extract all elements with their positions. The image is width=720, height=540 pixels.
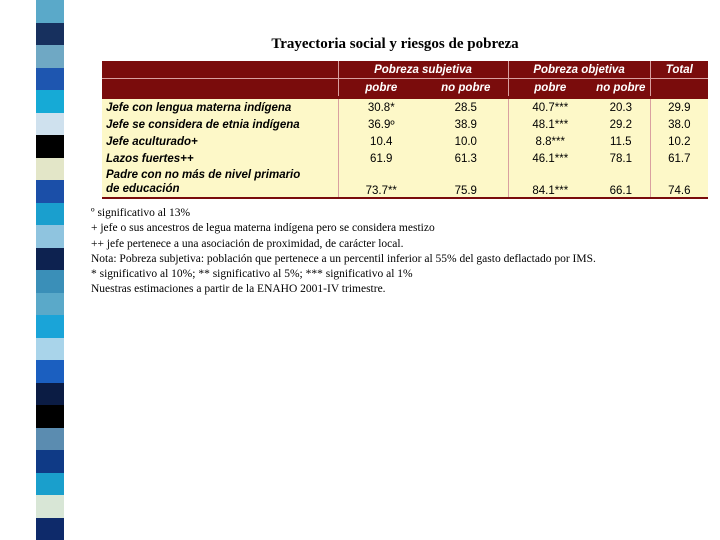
decorative-stripe: [36, 0, 64, 540]
cell-subjective-not-poor: 75.9: [424, 167, 508, 198]
table-row: [102, 98, 708, 117]
cell-objective-poor: 8.8***: [508, 133, 592, 150]
stripe-square: [36, 495, 64, 518]
stripe-square: [36, 473, 64, 496]
stripe-square: [36, 158, 64, 181]
subheader-objective-poor: pobre: [508, 79, 592, 98]
subheader-subjective-poor: pobre: [338, 79, 424, 98]
cell-objective-not-poor: 78.1: [592, 150, 650, 167]
stripe-square: [36, 360, 64, 383]
footnote: * significativo al 10%; ** significativo al 5%; *** significativo al 1%: [91, 268, 413, 281]
cell-subjective-poor: 36.9º: [338, 116, 424, 133]
cell-total: 74.6: [650, 167, 708, 198]
cell-total: 38.0: [650, 116, 708, 133]
stripe-square: [36, 293, 64, 316]
table-sub-header-row: [102, 79, 708, 98]
row-label: Jefe se considera de etnia indígena: [102, 116, 338, 133]
cell-subjective-not-poor: 38.9: [424, 116, 508, 133]
cell-subjective-not-poor: 10.0: [424, 133, 508, 150]
cell-objective-not-poor: 66.1: [592, 167, 650, 198]
cell-objective-not-poor: 11.5: [592, 133, 650, 150]
stripe-square: [36, 0, 64, 23]
cell-total: 10.2: [650, 133, 708, 150]
footnotes: [91, 206, 691, 298]
cell-objective-not-poor: 29.2: [592, 116, 650, 133]
stripe-square: [36, 225, 64, 248]
header-total: Total: [650, 61, 708, 79]
table-row: [102, 150, 708, 167]
stripe-square: [36, 270, 64, 293]
header-empty-cell: [102, 79, 338, 98]
subheader-total-empty: [650, 79, 708, 98]
cell-objective-poor: 46.1***: [508, 150, 592, 167]
stripe-square: [36, 113, 64, 136]
stripe-square: [36, 248, 64, 271]
stripe-square: [36, 428, 64, 451]
header-objective-poverty: Pobreza objetiva: [508, 61, 650, 79]
table-group-header-row: [102, 61, 708, 79]
row-label: [102, 167, 338, 198]
stripe-square: [36, 450, 64, 473]
stripe-square: [36, 405, 64, 428]
row-label: Jefe con lengua materna indígena: [102, 98, 338, 117]
stripe-square: [36, 90, 64, 113]
subheader-subjective-not-poor: no pobre: [424, 79, 508, 98]
cell-subjective-poor: 30.8*: [338, 98, 424, 117]
stripe-square: [36, 315, 64, 338]
table-row: [102, 116, 708, 133]
stripe-square: [36, 383, 64, 406]
cell-objective-poor: 84.1***: [508, 167, 592, 198]
row-label-line1: Padre con no más de nivel primario: [106, 169, 301, 181]
stripe-square: [36, 68, 64, 91]
cell-total: 29.9: [650, 98, 708, 117]
cell-subjective-poor: 10.4: [338, 133, 424, 150]
cell-subjective-poor: 73.7**: [338, 167, 424, 198]
footnote: + jefe o sus ancestros de legua materna indígena pero se considera mestizo: [91, 222, 435, 235]
stripe-square: [36, 518, 64, 540]
header-empty-cell: [102, 61, 338, 79]
stripe-square: [36, 180, 64, 203]
stripe-square: [36, 338, 64, 361]
table-row: [102, 133, 708, 150]
poverty-table: [102, 61, 708, 199]
cell-objective-poor: 40.7***: [508, 98, 592, 117]
cell-subjective-not-poor: 61.3: [424, 150, 508, 167]
cell-objective-not-poor: 20.3: [592, 98, 650, 117]
cell-subjective-poor: 61.9: [338, 150, 424, 167]
table-row: [102, 167, 708, 198]
page-title: Trayectoria social y riesgos de pobreza: [271, 36, 519, 52]
footnote: ++ jefe pertenece a una asociación de proximidad, de carácter local.: [91, 237, 404, 250]
row-label-line2: de educación: [106, 183, 180, 195]
footnote: Nuestras estimaciones a partir de la ENAHO 2001-IV trimestre.: [91, 283, 386, 296]
cell-subjective-not-poor: 28.5: [424, 98, 508, 117]
row-label: Lazos fuertes++: [102, 150, 338, 167]
row-label: Jefe aculturado+: [102, 133, 338, 150]
header-subjective-poverty: Pobreza subjetiva: [338, 61, 508, 79]
cell-objective-poor: 48.1***: [508, 116, 592, 133]
stripe-square: [36, 203, 64, 226]
footnote: Nota: Pobreza subjetiva: población que pertenece a un percentil inferior al 55% del gasto deflactado por IMS.: [91, 252, 596, 265]
stripe-square: [36, 135, 64, 158]
subheader-objective-not-poor: no pobre: [592, 79, 650, 98]
cell-total: 61.7: [650, 150, 708, 167]
footnote: º significativo al 13%: [91, 207, 191, 219]
